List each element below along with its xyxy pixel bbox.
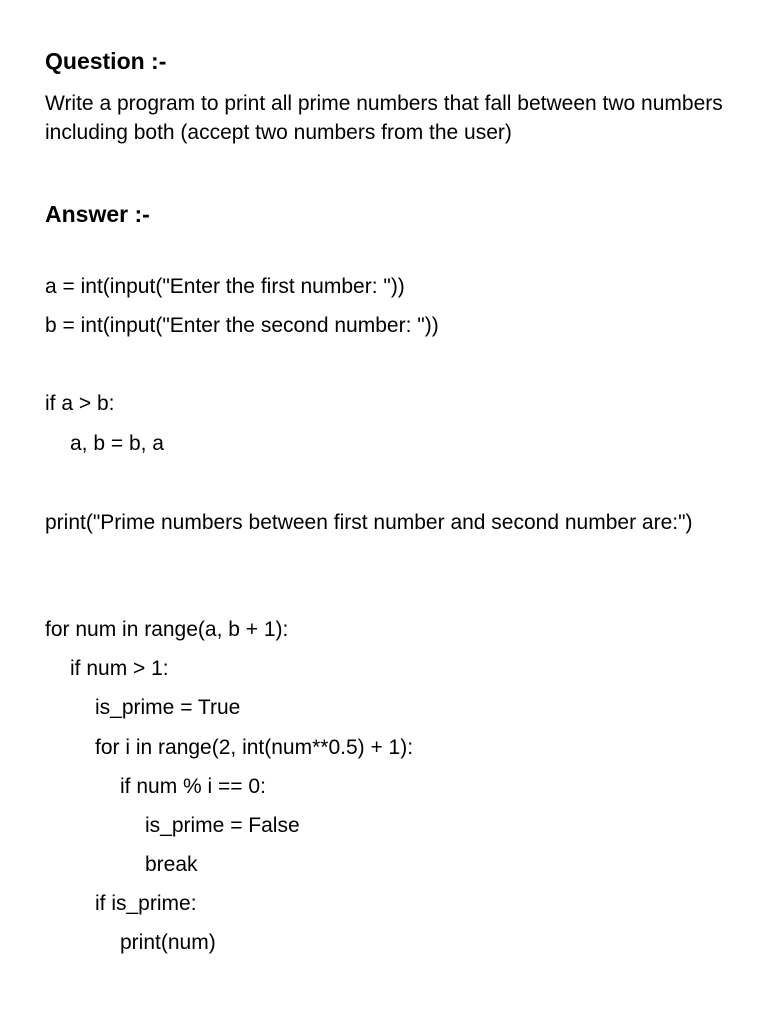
code-line: for i in range(2, int(num**0.5) + 1): <box>95 736 414 759</box>
code-line: print("Prime numbers between first number and second number are:") <box>45 511 693 534</box>
code-line: b = int(input("Enter the second number: ")) <box>45 314 439 337</box>
code-line: print(num) <box>120 931 216 954</box>
code-line: break <box>145 853 198 876</box>
code-line: if is_prime: <box>95 892 197 915</box>
question-text: Write a program to print all prime numbers that fall between two numbers including both (accept two numbers from the user) <box>45 92 723 144</box>
code-line: a = int(input("Enter the first number: ")) <box>45 275 405 298</box>
code-line: if a > b: <box>45 392 115 415</box>
code-line: if num % i == 0: <box>120 775 266 798</box>
answer-heading: Answer :- <box>45 201 150 227</box>
code-line: for num in range(a, b + 1): <box>45 618 289 641</box>
code-line: is_prime = True <box>95 696 241 719</box>
code-line: is_prime = False <box>145 814 300 837</box>
question-heading: Question :- <box>45 48 167 74</box>
code-line: if num > 1: <box>70 657 169 680</box>
code-line: a, b = b, a <box>70 432 164 455</box>
